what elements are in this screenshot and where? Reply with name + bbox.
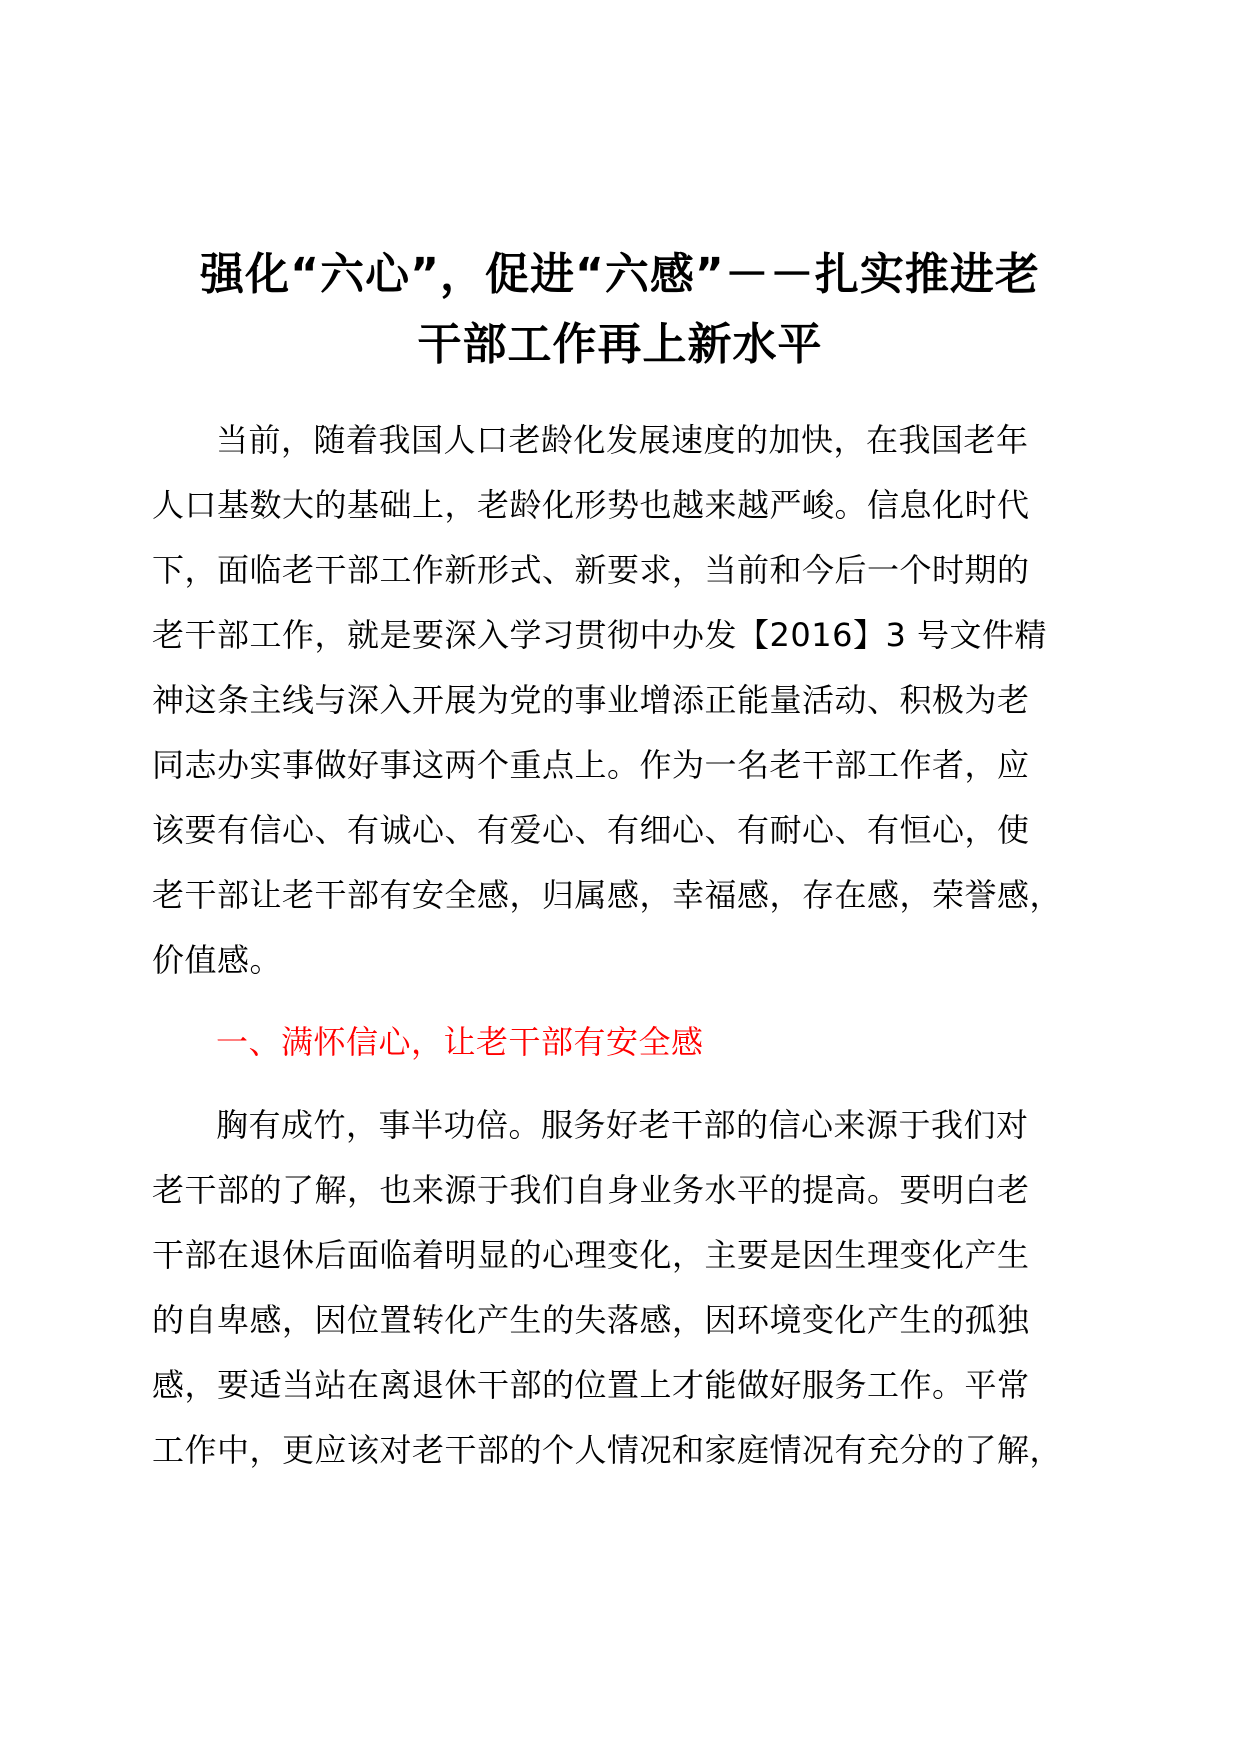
paragraph-line: 人口基数大的基础上，老龄化形势也越来越严峻。信息化时代: [152, 486, 1030, 524]
paragraph-line: 价值感。: [152, 941, 283, 979]
paragraph-line: 老干部的了解，也来源于我们自身业务水平的提高。要明白老: [152, 1171, 1030, 1209]
paragraph-intro: [152, 408, 1102, 993]
paragraph-line: 胸有成竹，事半功倍。服务好老干部的信心来源于我们对: [216, 1106, 1029, 1144]
paragraph-line: 老干部工作，就是要深入学习贯彻中办发【2016】3 号文件精: [152, 616, 1047, 654]
paragraph-line: 当前，随着我国人口老龄化发展速度的加快，在我国老年: [216, 421, 1029, 459]
paragraph-line: 工作中，更应该对老干部的个人情况和家庭情况有充分的了解，: [152, 1431, 1063, 1469]
paragraph-section-1: [152, 1093, 1102, 1483]
paragraph-line: 同志办实事做好事这两个重点上。作为一名老干部工作者，应: [152, 746, 1030, 784]
paragraph-line: 下，面临老干部工作新形式、新要求，当前和今后一个时期的: [152, 551, 1030, 589]
paragraph-line: 感，要适当站在离退休干部的位置上才能做好服务工作。平常: [152, 1366, 1030, 1404]
paragraph-line: 干部在退休后面临着明显的心理变化，主要是因生理变化产生: [152, 1236, 1030, 1274]
paragraph-line: 该要有信心、有诚心、有爱心、有细心、有耐心、有恒心，使: [152, 811, 1030, 849]
paragraph-line: 神这条主线与深入开展为党的事业增添正能量活动、积极为老: [152, 681, 1030, 719]
title-line-2: 干部工作再上新水平: [417, 319, 823, 370]
document-title: [150, 240, 1090, 380]
paragraph-line: 老干部让老干部有安全感，归属感，幸福感，存在感，荣誉感，: [152, 876, 1063, 914]
paragraph-line: 的自卑感，因位置转化产生的失落感，因环境变化产生的孤独: [152, 1301, 1030, 1339]
title-line-1: 强化“六心”，促进“六感”－－扎实推进老: [200, 249, 1040, 300]
section-heading-1: 一、满怀信心，让老干部有安全感: [216, 1023, 704, 1061]
